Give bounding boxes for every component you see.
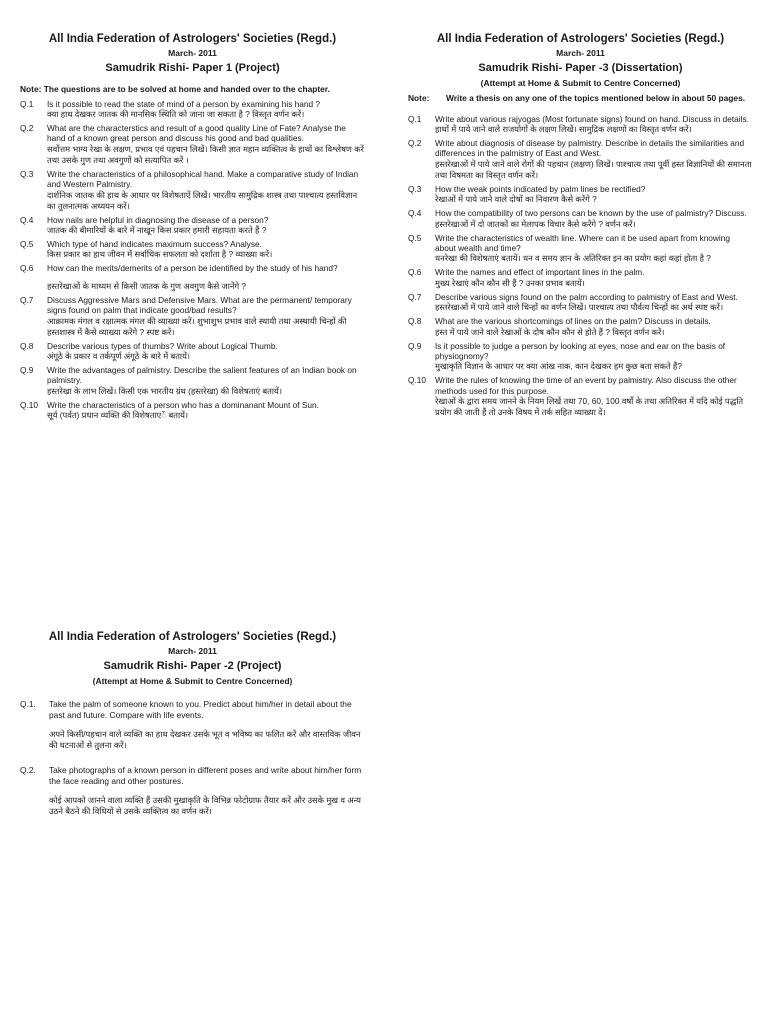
question-english: How can the merits/demerits of a person be identified by the study of his hand?	[47, 263, 338, 274]
question-number: Q.5	[20, 238, 34, 249]
question-english: Write the characteristics of wealth line. Where can it be used apart from knowing about wealth and time?	[435, 232, 730, 253]
question-item	[20, 765, 365, 817]
paper-title: Samudrik Rishi- Paper 1 (Project)	[105, 62, 280, 74]
question-number: Q.7	[20, 294, 34, 305]
note-label: Note:	[408, 93, 430, 103]
paper-subtitle: (Attempt at Home & Submit to Centre Concerned)	[92, 676, 293, 686]
question-english: Is it possible to read the state of mind of a person by examining his hand ?	[47, 98, 321, 109]
question-number: Q.8	[408, 316, 422, 327]
paper-note	[408, 93, 753, 104]
question-english: Which type of hand indicates maximum success? Analyse.	[47, 238, 262, 249]
question-hindi: कोई आपको जानने वाला व्यक्ति हैं उसकी मुखाकृति के विभिन्न फोटोग्राफ तैयार करें और उसके मुख व अन्य उठने बैठने की विधियों से उसके व्यक्तित्व का वर्णन करें।	[49, 795, 361, 817]
exam-date: March- 2011	[168, 646, 217, 656]
question-number: Q.9	[20, 364, 34, 375]
question-item	[20, 123, 365, 166]
question-english: What are the various shortcomings of lines on the palm? Discuss in details.	[435, 316, 711, 327]
question-number: Q.1.	[20, 699, 36, 709]
question-hindi: मुखाकृति विज्ञान के आधार पर क्या आंख नाक, कान देखकर हम कुछ बता सकते हैं?	[435, 361, 682, 372]
question-item	[20, 699, 365, 751]
question-hindi: हस्तरेखाओं में दो जातकों का मेलापक विचार कैसे करेंगे ? वर्णन करें।	[435, 218, 636, 229]
question-item	[20, 169, 365, 212]
question-hindi: हस्तरेखाओं में पाये जाने वाले रोगों की पहचान (लक्षण) लिखें। पाश्चात्य तथा पूर्वी हस्त विज्ञानियों की समानता तथा विषमता का विस्तृत वर्णन करें।	[435, 158, 752, 180]
question-number: Q.6	[408, 267, 422, 278]
question-number: Q.2	[408, 137, 422, 148]
question-item	[408, 208, 753, 229]
question-hindi: अपने किसी/पहचान वाले व्यक्ति का हाथ देखकर उसके भूत व भविष्य का फलित करें और वास्तविक जीवन की घटनाओं से तुलना करें।	[49, 729, 361, 751]
question-english: Discuss Aggressive Mars and Defensive Mars. What are the permanent/ temporary signs found on palm that indicate good/bad results?	[47, 294, 352, 316]
question-hindi: सूर्य (पर्वत) प्रधान व्यक्ति की विशेषताएें बतायें।	[47, 410, 189, 421]
question-item	[408, 316, 753, 337]
question-english: Write the characteristics of a person who has a dominanant Mount of Sun.	[47, 399, 319, 410]
question-number: Q.2.	[20, 765, 36, 776]
question-english: Take photographs of a known person in different poses and write about him/her form the face reading and other postures.	[49, 765, 362, 786]
question-english: How the weak points indicated by palm lines be rectified?	[435, 183, 646, 194]
question-english: Write about various rajyogas (Most fortunate signs) found on hand. Discuss in details.	[435, 113, 749, 124]
question-number: Q.1	[408, 113, 422, 124]
question-item	[408, 267, 753, 288]
paper-note: Note: The questions are to be solved at home and handed over to the chapter.	[20, 84, 330, 94]
question-item	[408, 341, 753, 373]
question-hindi: हाथों में पाये जाने वाले राजयोगों के लक्षण लिखें। सामुद्रिक लक्षणों का विस्तृत वर्णन करें।	[435, 123, 692, 134]
question-hindi: आक्रामक मंगल व रक्षात्मक मंगल की व्याख्या करें। शुभाशुभ प्रभाव वाले स्थायी तथा अस्थायी चिन्हों की हस्तशास्त्र में कैसे व्याख्या करेंगे ? स्पष्ट करें।	[47, 315, 347, 337]
question-list	[20, 699, 365, 817]
question-item	[20, 239, 365, 260]
question-hindi: मुख्य रेखाएं कौन कौन सी हैं ? उनका प्रभाव बतायें।	[435, 277, 585, 288]
paper-title: Samudrik Rishi- Paper -2 (Project)	[103, 660, 282, 672]
question-item	[20, 99, 365, 120]
question-number: Q.9	[408, 340, 422, 351]
note-text: Write a thesis on any one of the topics mentioned below in about 50 pages.	[446, 93, 746, 103]
question-number: Q.6	[20, 263, 34, 274]
question-number: Q.5	[408, 232, 422, 243]
question-hindi: रेखाओं में पाये जाने वाले दोषों का निवारण कैसे करेंगे ?	[435, 194, 597, 205]
question-english: How the compatibility of two persons can be known by the use of palmistry? Discuss.	[435, 208, 747, 219]
question-hindi: जातक की बीमारियों के बारे में नाखून किस प्रकार हमारी सहायता करते हैं ?	[47, 224, 267, 235]
question-english: Write the advantages of palmistry. Describe the salient features of an Indian book on palmistry.	[47, 364, 357, 386]
question-number: Q.4	[408, 208, 422, 219]
question-number: Q.4	[20, 214, 34, 225]
question-english: Is it possible to judge a person by looking at eyes, nose and ear on the basis of physiognomy?	[435, 340, 726, 361]
paper-title: Samudrik Rishi- Paper -3 (Dissertation)	[478, 62, 683, 74]
question-english: What are the characterstics and result of a good quality Line of Fate? Analyse the hand of a known great person and discuss his good and bad qualities.	[47, 122, 346, 144]
question-hindi: हस्त में पाये जाने वाले रेखाओं के दोष कौन कौन से होते हैं ? विस्तृत वर्णन करें।	[435, 326, 665, 337]
question-item	[408, 184, 753, 205]
question-hindi: हस्तरेखाओं के माध्यम से किसी जातक के गुण अवगुण कैसे जानेंगे ?	[47, 280, 247, 291]
question-number: Q.10	[408, 375, 426, 386]
paper-3-section	[408, 32, 753, 418]
question-hindi: क्या हाथ देखकर जातक की मानसिक स्थिति को जाना जा सकता है ? विस्तृत वर्णन करें।	[47, 108, 305, 119]
question-number: Q.7	[408, 291, 422, 302]
question-number: Q.3	[408, 183, 422, 194]
question-english: Write the characteristics of a philosophical hand. Make a comparative study of Indian and Western Palmistry.	[47, 168, 359, 190]
question-number: Q.8	[20, 340, 34, 351]
question-hindi: धनरेखा की विशेषताएं बतायें। धन व समय ज्ञान के अतिरिक्त इन का प्रयोग कहां कहां होता है ?	[435, 253, 711, 264]
org-heading: All India Federation of Astrologers' Societies (Regd.)	[48, 631, 337, 643]
question-number: Q.1	[20, 98, 34, 109]
question-english: Take the palm of someone known to you. Predict about him/her in detail about the past and future. Compare with life events.	[49, 699, 352, 720]
question-item	[20, 365, 365, 397]
question-item	[20, 341, 365, 362]
question-hindi: रेखाओं के द्वारा समय जानने के नियम लिखें तथा 70, 60, 100 वर्षों के तथा अतिरिक्त में यदि कोई पद्धति प्रयोग की जाती हैं तो उनके विषय में तर्क सहित व्याख्या दें।	[435, 396, 744, 418]
question-hindi: दार्शनिक जातक की हाथ के आधार पर विशेषताऐं लिखें। भारतीय सामुद्रिक शास्त्र तथा पाश्चात्य हस्तविज्ञान का तुलनात्मक अध्ययन करें।	[47, 189, 358, 211]
question-english: Write the names and effect of important lines in the palm.	[435, 267, 645, 278]
question-item	[408, 233, 753, 265]
question-english: Describe various signs found on the palm according to palmistry of East and West.	[435, 291, 738, 302]
question-item	[20, 295, 365, 338]
org-heading: All India Federation of Astrologers' Societies (Regd.)	[48, 33, 337, 45]
exam-date: March- 2011	[168, 48, 217, 58]
question-hindi: अंगूठे के प्रकार व तर्कपूर्ण अंगूठे के बारे में बतायें।	[47, 350, 191, 361]
question-hindi: हस्तरेखा के लाभ लिखें। किसी एक भारतीय ग्रंथ (हस्तरेखा) की विशेषताएं बतायें।	[47, 385, 282, 396]
question-item	[408, 138, 753, 181]
question-item	[408, 114, 753, 135]
exam-date: March- 2011	[556, 48, 605, 58]
question-english: How nails are helpful in diagnosing the disease of a person?	[47, 214, 269, 225]
question-number: Q.10	[20, 399, 38, 410]
paper-subtitle: (Attempt at Home & Submit to Centre Concerned)	[480, 78, 681, 88]
paper-2-section	[20, 630, 365, 817]
question-number: Q.3	[20, 168, 34, 179]
question-hindi: किस प्रकार का हाथ जीवन में सर्वाधिक सफलता को दर्शाता है ? व्याख्या करें।	[47, 249, 273, 260]
question-number: Q.2	[20, 122, 34, 133]
question-hindi: हस्तरेखाओं में पाये जाने वाले चिन्हों का वर्णन लिखें। पाश्चात्य तथा पौर्वत्य चिन्हों का अर्थ स्पष्ट करें।	[435, 302, 724, 313]
org-heading: All India Federation of Astrologers' Societies (Regd.)	[436, 33, 725, 45]
question-item	[20, 400, 365, 421]
question-item	[408, 292, 753, 313]
question-item	[20, 263, 365, 291]
question-item	[20, 215, 365, 236]
question-item	[408, 375, 753, 418]
question-hindi: सर्वोत्तम भाग्य रेखा के लक्षण, प्रभाव एवं पहचान लिखें। किसी ज्ञात महान व्यक्तित्व के हाथों का विश्लेषण करें तथा उसके गुण तथा अवगुणों को सत्यापित करें ।	[47, 143, 364, 165]
question-english: Describe various types of thumbs? Write about Logical Thumb.	[47, 340, 278, 351]
question-english: Write the rules of knowing the time of an event by palmistry. Also discuss the other methods used for this purpose.	[435, 375, 737, 396]
paper-1-section	[20, 32, 365, 421]
question-english: Write about diagnosis of disease by palmistry. Describe in details the similarities and differences in the palmistry of East and West.	[435, 137, 745, 159]
question-list	[408, 114, 753, 419]
question-list	[20, 99, 365, 422]
